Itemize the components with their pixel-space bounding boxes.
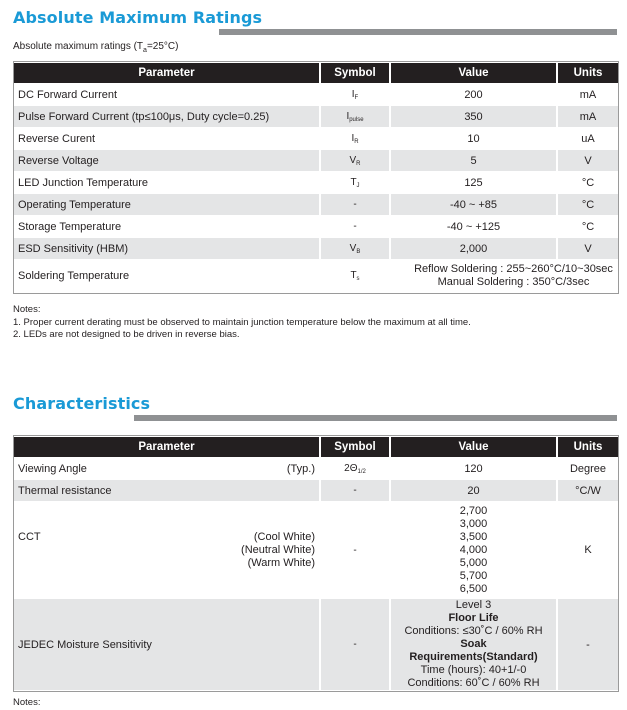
cct-value: 3,500 <box>459 530 488 543</box>
symbol-main: V <box>349 242 357 254</box>
symbol-main: I <box>351 88 355 100</box>
row-symbol <box>321 172 391 193</box>
row-unit: °C <box>558 172 618 193</box>
row-parameter: JEDEC Moisture Sensitivity <box>14 599 321 690</box>
row-unit: °C/W <box>558 480 618 501</box>
row-value: 10 <box>391 128 558 149</box>
row-value <box>391 502 558 598</box>
symbol-main: I <box>351 132 355 144</box>
table-row <box>14 458 618 479</box>
jedec-soak-conditions: Conditions: 60˚C / 60% RH <box>407 677 540 689</box>
cct-label: CCT <box>18 530 41 543</box>
note-2: 2. LEDs are not designed to be driven in reverse bias. <box>13 329 240 340</box>
row-unit: uA <box>558 128 618 149</box>
cct-value: 5,000 <box>459 556 488 569</box>
abs-header-symbol: Symbol <box>321 63 391 83</box>
row-unit: °C <box>558 216 618 237</box>
abs-header-parameter: Parameter <box>14 63 321 83</box>
abs-section-title: Absolute Maximum Ratings <box>13 8 263 27</box>
row-parameter: Operating Temperature <box>14 194 321 215</box>
soldering-manual: Manual Soldering : 350°C/3sec <box>437 276 590 288</box>
row-parameter: Thermal resistance <box>14 480 321 501</box>
row-unit: - <box>558 599 618 690</box>
jedec-soak-time: Time (hours): 40+1/-0 <box>420 664 527 676</box>
symbol-sub: B <box>356 248 361 255</box>
cct-value: 3,000 <box>459 517 488 530</box>
char-section-title: Characteristics <box>13 394 151 413</box>
row-symbol <box>321 106 391 127</box>
row-unit: Degree <box>558 458 618 479</box>
row-value: -40 ~ +125 <box>391 216 558 237</box>
symbol-main: - <box>353 220 357 232</box>
table-row <box>14 260 618 292</box>
symbol-main: V <box>349 154 357 166</box>
char-header-units: Units <box>558 437 618 457</box>
soldering-lines <box>391 263 618 289</box>
abs-subtitle-sub: a <box>143 47 147 54</box>
row-symbol: - <box>321 480 391 501</box>
row-symbol <box>321 150 391 171</box>
jedec-values <box>395 599 552 690</box>
note-1: 1. Proper current derating must be observed to maintain junction temperature below the maximum at all time. <box>13 316 471 328</box>
jedec-floor-conditions: Conditions: ≤30˚C / 60% RH <box>404 625 543 637</box>
char-title-rule <box>134 415 617 421</box>
table-row <box>14 480 618 501</box>
row-symbol <box>321 216 391 237</box>
row-symbol: - <box>321 599 391 690</box>
symbol-sub: R <box>356 160 361 167</box>
abs-title-rule <box>219 29 617 35</box>
table-row <box>14 599 618 690</box>
abs-header-units: Units <box>558 63 618 83</box>
symbol-sub: s <box>356 276 360 282</box>
table-row <box>14 238 618 259</box>
abs-header-row <box>14 63 618 83</box>
cct-variants <box>241 531 315 570</box>
viewing-angle-typ: (Typ.) <box>286 462 315 475</box>
jedec-floor-life-heading: Floor Life <box>448 612 499 624</box>
abs-ratings-table <box>13 61 619 294</box>
row-value: 125 <box>391 172 558 193</box>
jedec-level: Level 3 <box>455 599 492 611</box>
cct-value: 4,000 <box>459 543 488 556</box>
soldering-value <box>391 260 618 292</box>
symbol-sub: J <box>356 182 360 189</box>
row-parameter: DC Forward Current <box>14 84 321 105</box>
table-row <box>14 172 618 193</box>
symbol-main: - <box>353 198 357 210</box>
row-unit: °C <box>558 194 618 215</box>
viewing-angle-label: Viewing Angle <box>18 462 87 475</box>
cct-value: 2,700 <box>459 504 488 517</box>
soldering-reflow: Reflow Soldering : 255~260°C/10~30sec <box>414 263 613 275</box>
symbol-sub: F <box>354 94 359 101</box>
row-symbol <box>321 84 391 105</box>
characteristics-table <box>13 435 619 692</box>
table-row <box>14 502 618 598</box>
symbol-sub: R <box>354 138 359 145</box>
row-symbol <box>321 194 391 215</box>
jedec-soak-heading: Soak Requirements(Standard) <box>409 638 538 663</box>
abs-notes <box>13 304 471 342</box>
table-row <box>14 106 618 127</box>
row-parameter <box>14 502 321 598</box>
row-parameter: Reverse Voltage <box>14 150 321 171</box>
symbol-sub: pulse <box>349 116 364 123</box>
table-row <box>14 150 618 171</box>
row-symbol <box>321 260 391 292</box>
row-symbol <box>321 128 391 149</box>
table-row <box>14 128 618 149</box>
row-unit: mA <box>558 106 618 127</box>
char-header-row <box>14 437 618 457</box>
row-value <box>391 599 558 690</box>
cct-variant: (Warm White) <box>247 556 315 569</box>
row-symbol: - <box>321 502 391 598</box>
table-row <box>14 84 618 105</box>
row-parameter: Pulse Forward Current (tp≤100μs, Duty cycle=0.25) <box>14 106 321 127</box>
row-value: 2,000 <box>391 238 558 259</box>
cct-variant: (Cool White) <box>253 530 315 543</box>
abs-subtitle-suffix: =25°C) <box>146 41 179 52</box>
row-parameter: Soldering Temperature <box>14 260 321 292</box>
abs-header-value: Value <box>391 63 558 83</box>
abs-subtitle-prefix: Absolute maximum ratings (T <box>13 41 144 52</box>
row-parameter: ESD Sensitivity (HBM) <box>14 238 321 259</box>
row-value: 120 <box>391 458 558 479</box>
char-notes-heading: Notes: <box>13 697 41 708</box>
row-unit: V <box>558 150 618 171</box>
cct-cell <box>18 531 315 570</box>
row-unit: mA <box>558 84 618 105</box>
row-value: 200 <box>391 84 558 105</box>
row-parameter: LED Junction Temperature <box>14 172 321 193</box>
cct-value: 6,500 <box>459 582 488 595</box>
cct-variant: (Neutral White) <box>241 543 315 556</box>
cct-values <box>395 505 552 596</box>
symbol-main: T <box>350 176 357 188</box>
symbol-main: T <box>350 270 357 281</box>
row-symbol <box>321 458 391 479</box>
table-row <box>14 216 618 237</box>
cct-value: 5,700 <box>459 569 488 582</box>
table-row <box>14 194 618 215</box>
viewing-angle-cell <box>18 463 315 475</box>
row-parameter: Storage Temperature <box>14 216 321 237</box>
notes-heading: Notes: <box>13 304 41 315</box>
row-symbol <box>321 238 391 259</box>
char-header-symbol: Symbol <box>321 437 391 457</box>
row-value: 5 <box>391 150 558 171</box>
symbol-sub: 1/2 <box>357 468 366 475</box>
row-unit: V <box>558 238 618 259</box>
symbol-main: I <box>346 110 350 122</box>
row-unit: K <box>558 502 618 598</box>
abs-subtitle <box>13 41 178 54</box>
row-parameter <box>14 458 321 479</box>
row-value: -40 ~ +85 <box>391 194 558 215</box>
row-value: 20 <box>391 480 558 501</box>
row-value: 350 <box>391 106 558 127</box>
symbol-main: 2Θ <box>344 462 358 474</box>
row-parameter: Reverse Curent <box>14 128 321 149</box>
char-header-value: Value <box>391 437 558 457</box>
char-header-parameter: Parameter <box>14 437 321 457</box>
